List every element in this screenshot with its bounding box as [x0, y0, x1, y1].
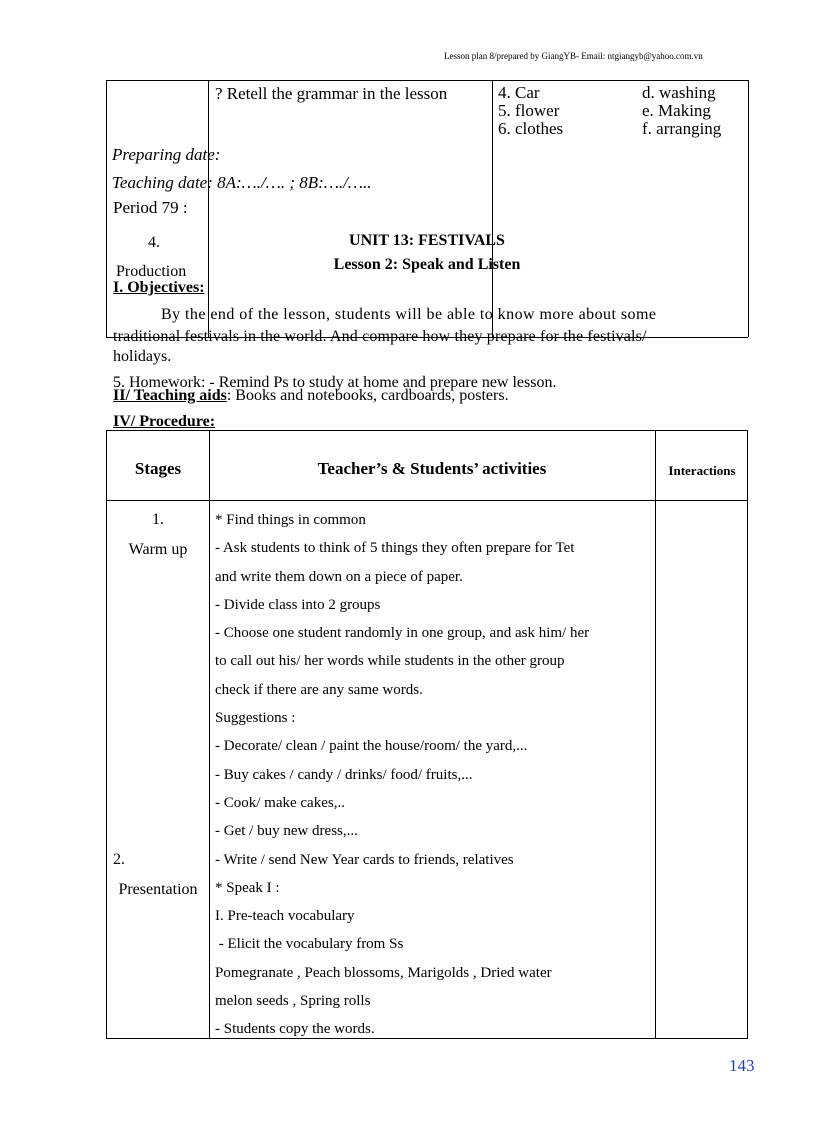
- activity-line: to call out his/ her words while students in the other group: [215, 653, 565, 670]
- activity-line: * Find things in common: [215, 512, 366, 528]
- matching-left-column: [498, 84, 563, 138]
- teaching-aids-text: : Books and notebooks, cardboards, posters.: [226, 387, 509, 404]
- procedure-heading: IV/ Procedure:: [113, 413, 216, 430]
- stage-warmup-label: Warm up: [128, 541, 188, 558]
- matching-right-item: e. Making: [642, 101, 711, 120]
- activity-line: * Speak I :: [215, 879, 280, 896]
- teaching-aids-heading: II/ Teaching aids: [113, 387, 227, 404]
- matching-right-column: [642, 84, 721, 138]
- activity-line: - Buy cakes / candy / drinks/ food/ fruits,...: [215, 766, 473, 783]
- lesson-subtitle: Lesson 2: Speak and Listen: [333, 256, 521, 273]
- matching-right-item: f. arranging: [642, 119, 722, 138]
- top-table-border-left: [106, 80, 107, 337]
- homework-line: 5. Homework: - Remind Ps to study at home and prepare new lesson.: [113, 374, 557, 391]
- objectives-line-2: traditional festivals in the world. And compare how they prepare for the festivals/: [113, 328, 647, 345]
- matching-left-item: 5. flower: [498, 101, 560, 120]
- stage-presentation-label: Presentation: [118, 881, 198, 898]
- top-table-border-right: [748, 80, 749, 337]
- matching-right-item: d. washing: [642, 83, 716, 102]
- activity-line: - Write / send New Year cards to friends, relatives: [215, 851, 514, 868]
- running-header: Lesson plan 8/prepared by GiangYB- Email: ntgiangyb@yahoo.com.vn: [444, 51, 703, 61]
- activity-line: check if there are any same words.: [215, 681, 423, 698]
- production-number: 4.: [148, 234, 160, 251]
- activities-list: [215, 506, 649, 1044]
- lesson-title: [106, 229, 748, 277]
- retell-question: ? Retell the grammar in the lesson: [215, 84, 448, 103]
- stage-warmup: [107, 505, 209, 565]
- activity-line: Suggestions :: [215, 710, 296, 727]
- matching-left-item: 4. Car: [498, 83, 540, 102]
- stage-presentation: [107, 845, 209, 905]
- period-label: Period 79 :: [113, 198, 188, 217]
- objectives-heading: I. Objectives:: [113, 279, 205, 296]
- top-table-divider-2: [492, 80, 493, 337]
- page-number: 143: [729, 1056, 755, 1075]
- header-row-divider: [107, 500, 747, 501]
- teaching-date: Teaching date: 8A:…./…. ; 8B:…./…..: [112, 173, 372, 192]
- activity-line: and write them down on a piece of paper.: [215, 568, 463, 585]
- production-label: Production: [116, 263, 187, 280]
- column-header-stages: Stages: [134, 459, 182, 478]
- activity-line: - Elicit the vocabulary from Ss: [215, 936, 404, 953]
- stage-warmup-number: 1.: [152, 511, 164, 528]
- unit-title: UNIT 13: FESTIVALS: [349, 232, 505, 249]
- objectives-line-3: holidays.: [113, 348, 172, 365]
- column-divider-2: [655, 431, 656, 1038]
- teaching-aids-line: [113, 387, 509, 405]
- activity-line: - Decorate/ clean / paint the house/room/ the yard,...: [215, 738, 528, 755]
- column-header-interactions: Interactions: [668, 463, 736, 478]
- activity-line: - Choose one student randomly in one group, and ask him/ her: [215, 625, 590, 642]
- preparing-date: Preparing date:: [112, 145, 221, 164]
- objectives-text: [113, 306, 755, 366]
- matching-left-item: 6. clothes: [498, 119, 564, 138]
- activity-line: Pomegranate , Peach blossoms, Marigolds , Dried water: [215, 964, 552, 981]
- top-table-border-top: [106, 80, 748, 81]
- procedure-table: [106, 430, 748, 1039]
- activity-line: - Divide class into 2 groups: [215, 596, 381, 613]
- activity-line: - Ask students to think of 5 things they often prepare for Tet: [215, 540, 575, 557]
- activity-line: melon seeds , Spring rolls: [215, 993, 371, 1010]
- stage-presentation-number: 2.: [113, 851, 125, 868]
- activity-line: - Get / buy new dress,...: [215, 823, 358, 840]
- column-header-activities: Teacher’s & Students’ activities: [317, 459, 547, 478]
- activity-line: - Cook/ make cakes,..: [215, 794, 345, 811]
- activity-line: I. Pre-teach vocabulary: [215, 908, 355, 925]
- top-table-divider-1: [208, 80, 209, 337]
- activity-line: - Students copy the words.: [215, 1021, 375, 1038]
- column-divider-1: [209, 431, 210, 1038]
- objectives-line-1: By the end of the lesson, students will be able to know more about some: [161, 306, 657, 323]
